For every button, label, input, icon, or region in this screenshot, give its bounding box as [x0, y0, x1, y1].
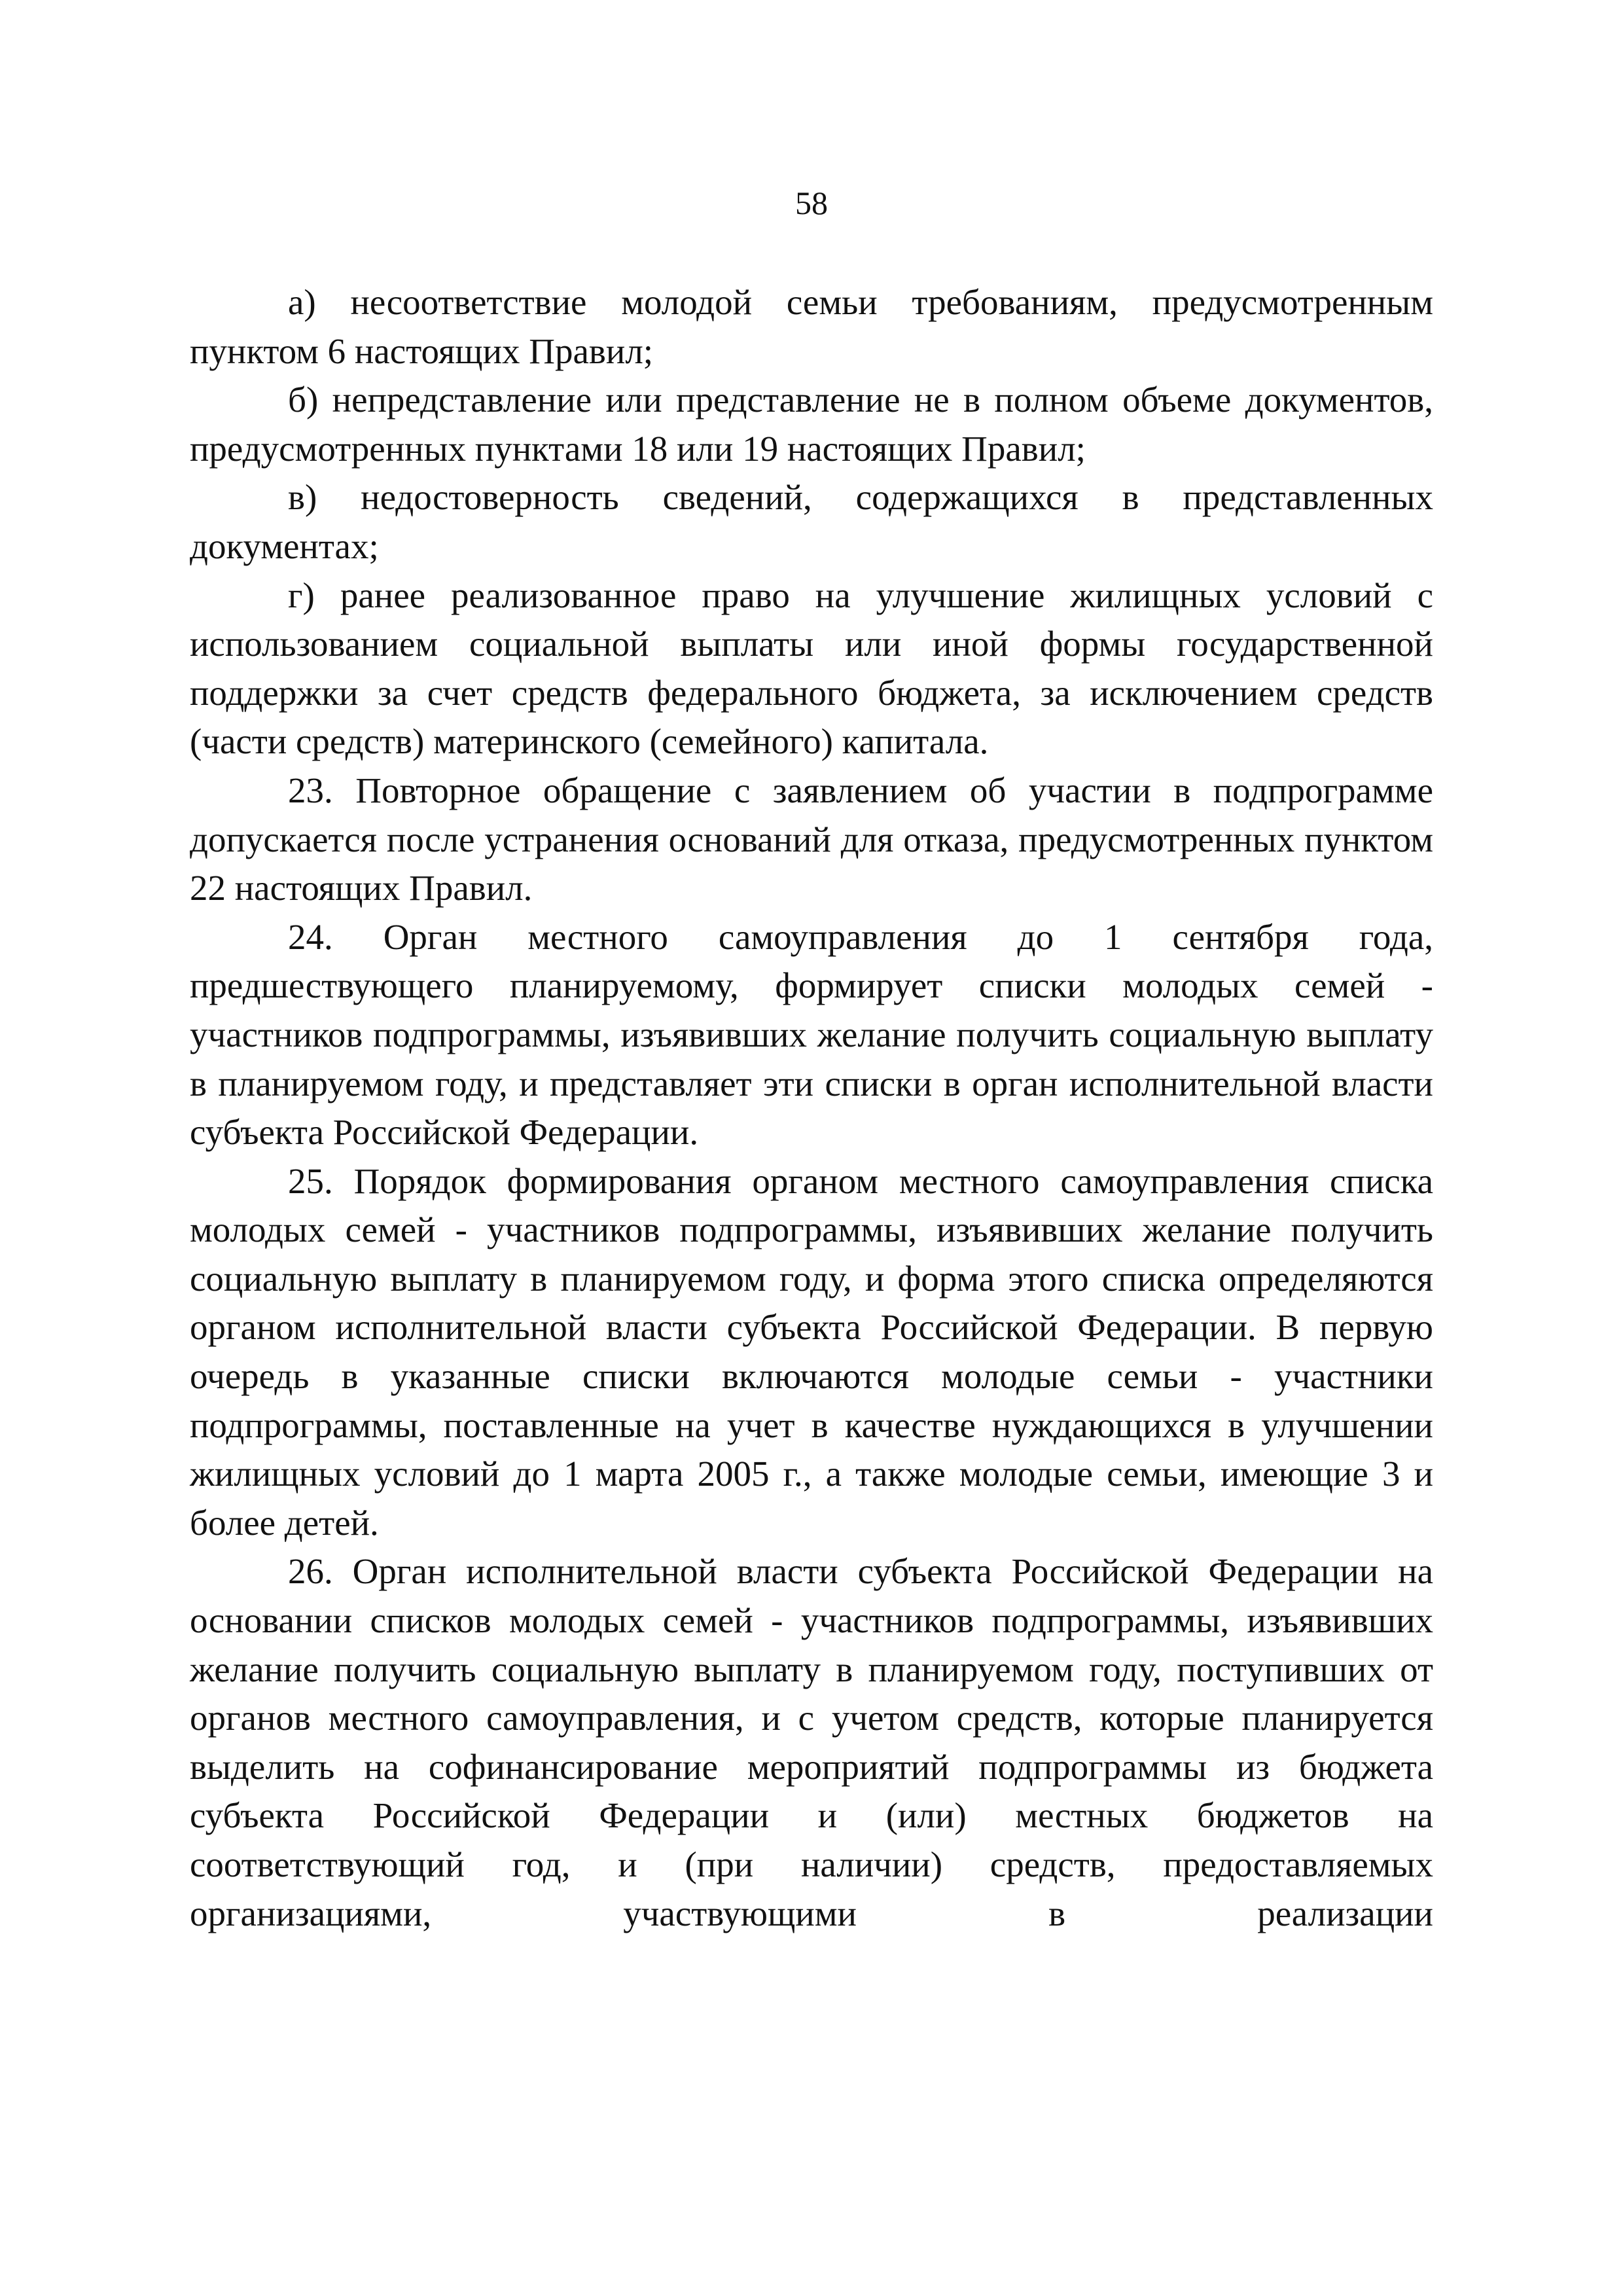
paragraph-clause-23: 23. Повторное обращение с заявлением об участии в подпрограмме допускается после устранения оснований для отказа, предусмотренных пунктом 22 настоящих Правил. — [190, 770, 1433, 908]
paragraph-item-a: а) несоответствие молодой семьи требованиям, предусмотренным пунктом 6 настоящих Правил; — [190, 282, 1433, 371]
paragraph-item-b: б) непредставление или представление не в полном объеме документов, предусмотренных пунктами 18 или 19 настоящих Правил; — [190, 380, 1433, 469]
paragraph-item-g: г) ранее реализованное право на улучшение жилищных условий с использованием социальной выплаты или иной формы государственной поддержки за счет средств федерального бюджета, за исключением средств (части средств) материнского (семейного) капитала. — [190, 575, 1433, 762]
paragraph-clause-25: 25. Порядок формирования органом местного самоуправления списка молодых семей - участников подпрограммы, изъявивших желание получить социальную выплату в планируемом году, и форма этого списка определяются органом исполнительной власти субъекта Российской Федерации. В первую очередь в указанные списки включаются молодые семьи - участники подпрограммы, поставленные на учет в качестве нуждающихся в улучшении жилищных условий до 1 марта 2005 г., а также молодые семьи, имеющие 3 и более детей. — [190, 1160, 1433, 1543]
paragraph-clause-26: 26. Орган исполнительной власти субъекта Российской Федерации на основании списков молодых семей - участников подпрограммы, изъявивших желание получить социальную выплату в планируемом году, поступивших от органов местного самоуправления, и с учетом средств, которые планируется выделить на софинансирование мероприятий подпрограммы из бюджета субъекта Российской Федерации и (или) местных бюджетов на соответствующий год, и (при наличии) средств, предоставляемых организациями, участвующими в реализации — [190, 1551, 1433, 1933]
paragraph-item-v: в) недостоверность сведений, содержащихся в представленных документах; — [190, 477, 1433, 566]
paragraph-clause-24: 24. Орган местного самоуправления до 1 сентября года, предшествующего планируемому, формирует списки молодых семей - участников подпрограммы, изъявивших желание получить социальную выплату в планируемом году, и представляет эти списки в орган исполнительной власти субъекта Российской Федерации. — [190, 916, 1433, 1153]
document-body — [190, 278, 1433, 1938]
page-number: 58 — [795, 185, 828, 221]
